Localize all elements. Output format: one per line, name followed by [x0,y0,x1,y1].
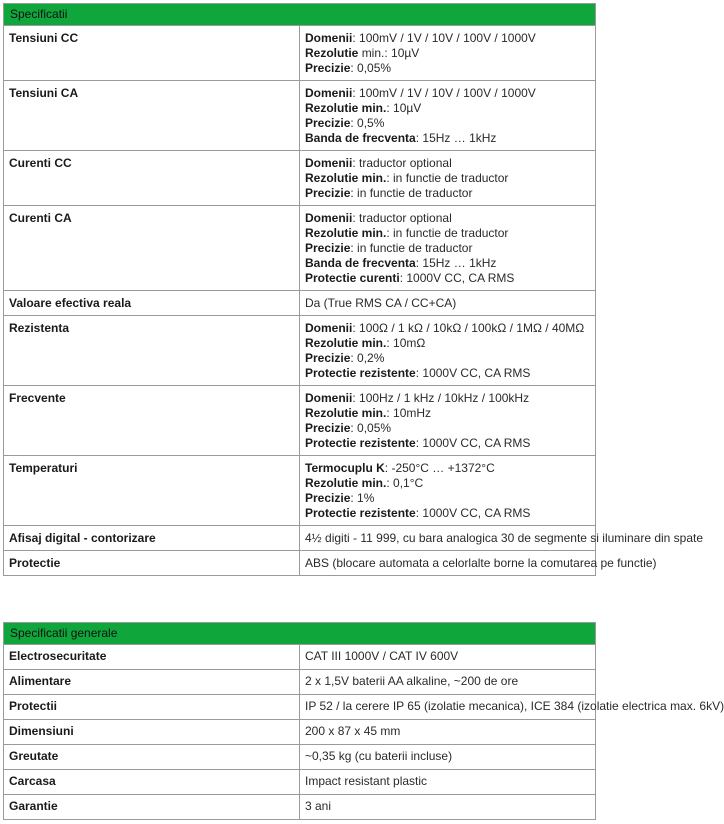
spec-text: 3 ani [305,799,332,813]
spec-separator: : [415,256,423,270]
spec-separator: : [352,321,360,335]
spec-key: Rezolutie min. [305,406,387,420]
spec-text: 0,05% [357,61,392,75]
spec-text: 0,5% [357,116,385,130]
spec-separator: : [352,391,360,405]
spec-key: Rezolutie min. [305,226,387,240]
specifications-title: Specificatii [4,4,596,26]
spec-separator: : [415,436,423,450]
spec-value-line [305,156,589,171]
spec-text: 1% [357,491,375,505]
spec-key: Protectie rezistente [305,506,416,520]
spec-text: 10mΩ [393,336,426,350]
general-specifications-title: Specificatii generale [4,623,596,645]
spec-value-line [305,476,589,491]
spec-label: Valoare efectiva reala [4,291,300,316]
spec-separator: : [350,491,358,505]
spec-value [300,526,704,551]
spec-value [300,386,596,456]
spec-text: 200 x 87 x 45 mm [305,724,401,738]
spec-separator: : [415,506,423,520]
spec-text: 100Hz / 1 kHz / 10kHz / 100kHz [359,391,530,405]
spec-text: 15Hz … 1kHz [422,256,497,270]
spec-text: 1000V CC, CA RMS [422,506,531,520]
spec-label: Garantie [4,795,300,820]
spec-label: Dimensiuni [4,720,300,745]
spec-row [4,526,596,551]
spec-text: 15Hz … 1kHz [422,131,497,145]
general-specifications-table [3,622,724,820]
spec-value-line [305,491,589,506]
spec-key: Precizie [305,241,351,255]
spec-value [300,745,596,770]
spec-label: Carcasa [4,770,300,795]
spec-row [4,151,596,206]
spec-value [300,695,724,720]
spec-value-line [305,31,589,46]
spec-value-line [305,649,589,664]
spec-separator: : [350,421,358,435]
spec-text: 10mHz [393,406,432,420]
spec-value-line [305,321,589,336]
spec-value-line [305,336,589,351]
spec-text: 4½ digiti - 11 999, cu bara analogica 30 de segmente si iluminare din spate [305,531,704,545]
spec-separator: : [386,336,394,350]
spec-key: Banda de frecventa [305,131,416,145]
spec-label: Frecvente [4,386,300,456]
spec-row [4,770,596,795]
spec-value-line [305,699,724,714]
spec-value [300,720,596,745]
spec-value-line [305,749,589,764]
spec-value-line [305,46,589,61]
spec-value [300,645,596,670]
spec-separator: : [386,101,394,115]
spec-text: Impact resistant plastic [305,774,428,788]
spec-label: Greutate [4,745,300,770]
spec-text: ~0,35 kg (cu baterii incluse) [305,749,453,763]
spec-text: 1000V CC, CA RMS [422,436,531,450]
spec-key: Termocuplu K [305,461,385,475]
spec-separator: : [386,171,394,185]
spec-key: Domenii [305,211,353,225]
spec-separator: : [386,406,394,420]
spec-separator: : [415,366,423,380]
spec-key: Precizie [305,61,351,75]
spec-text: in functie de traductor [393,171,509,185]
spec-value [300,770,596,795]
spec-value-line [305,186,589,201]
spec-key: Rezolutie min. [305,101,387,115]
spec-separator: : [352,211,360,225]
spec-row [4,670,596,695]
spec-value-line [305,531,704,546]
spec-value-line [305,421,589,436]
spec-text: traductor optional [359,211,452,225]
spec-value [300,456,596,526]
spec-text: 100Ω / 1 kΩ / 10kΩ / 100kΩ / 1MΩ / 40MΩ [359,321,585,335]
spec-key: Rezolutie min. [305,476,387,490]
spec-value-line [305,391,589,406]
table-header-row [4,4,596,26]
spec-separator: : [350,116,358,130]
spec-text: IP 52 / la cerere IP 65 (izolatie mecanica), ICE 384 (izolatie electrica max. 6kV) [305,699,724,713]
spec-separator: : [386,476,394,490]
spec-value-line [305,674,589,689]
spec-label: Tensiuni CA [4,81,300,151]
spec-text: in functie de traductor [357,186,473,200]
spec-row [4,695,596,720]
spec-text: 1000V CC, CA RMS [406,271,515,285]
spec-value [300,795,596,820]
spec-key: Protectie rezistente [305,436,416,450]
spec-separator: : [386,226,394,240]
spec-label: Protectie [4,551,300,576]
spec-label: Alimentare [4,670,300,695]
spec-key: Domenii [305,156,353,170]
spec-text: min.: 10µV [361,46,420,60]
spec-key: Domenii [305,391,353,405]
spec-value-line [305,724,589,739]
spec-text: -250°C … +1372°C [391,461,495,475]
spec-separator: : [352,156,360,170]
spec-value-line [305,366,589,381]
spec-row [4,26,596,81]
spec-text: in functie de traductor [393,226,509,240]
spec-text: 0,1°C [393,476,424,490]
spec-value-line [305,171,589,186]
spec-text: ABS (blocare automata a celorlalte borne la comutarea pe functie) [305,556,657,570]
spec-key: Rezolutie min. [305,171,387,185]
spec-text: 100mV / 1V / 10V / 100V / 1000V [359,86,536,100]
spec-key: Domenii [305,86,353,100]
spec-value-line [305,116,589,131]
spec-value [300,26,596,81]
spec-value-line [305,436,589,451]
spec-text: in functie de traductor [357,241,473,255]
spec-value-line [305,774,589,789]
spec-value [300,151,596,206]
spec-text: 0,05% [357,421,392,435]
spec-label: Tensiuni CC [4,26,300,81]
spec-key: Domenii [305,31,353,45]
spec-label: Afisaj digital - contorizare [4,526,300,551]
spec-text: 100mV / 1V / 10V / 100V / 1000V [359,31,536,45]
spec-row [4,316,596,386]
spec-value [300,291,596,316]
spec-separator: : [350,186,358,200]
spec-row [4,551,596,576]
spec-value-line [305,61,589,76]
spec-value-line [305,506,589,521]
spec-label: Curenti CA [4,206,300,291]
spec-value-line [305,211,589,226]
spec-separator: : [352,86,360,100]
spec-value-line [305,86,589,101]
spec-value-line [305,556,657,571]
spec-row [4,645,596,670]
spec-row [4,745,596,770]
spec-value-line [305,351,589,366]
spec-key: Protectie rezistente [305,366,416,380]
spec-text: Da (True RMS CA / CC+CA) [305,296,457,310]
spec-row [4,720,596,745]
spec-row [4,206,596,291]
spec-separator: : [415,131,423,145]
spec-value-line [305,241,589,256]
spec-text: 0,2% [357,351,385,365]
spec-value-line [305,131,589,146]
spec-key: Domenii [305,321,353,335]
spec-value-line [305,101,589,116]
spec-key: Banda de frecventa [305,256,416,270]
spec-label: Protectii [4,695,300,720]
spec-text: 10µV [393,101,422,115]
spec-key: Precizie [305,421,351,435]
spec-value-line [305,256,589,271]
spec-value [300,206,596,291]
spec-value [300,81,596,151]
table-header-row [4,623,596,645]
spec-label: Electrosecuritate [4,645,300,670]
spec-row [4,81,596,151]
spec-value [300,551,657,576]
spec-separator: : [352,31,360,45]
spec-separator: : [350,241,358,255]
spec-value [300,316,596,386]
spec-separator: : [384,461,392,475]
spec-text: CAT III 1000V / CAT IV 600V [305,649,459,663]
spec-label: Rezistenta [4,316,300,386]
spec-key: Precizie [305,116,351,130]
spec-value-line [305,271,589,286]
spec-label: Temperaturi [4,456,300,526]
spec-value-line [305,226,589,241]
spec-key: Rezolutie [305,46,359,60]
spec-row [4,456,596,526]
spec-text: 2 x 1,5V baterii AA alkaline, ~200 de ore [305,674,519,688]
spec-separator: : [350,351,358,365]
spec-text: traductor optional [359,156,452,170]
spec-value-line [305,406,589,421]
spec-row [4,386,596,456]
spec-key: Protectie curenti [305,271,400,285]
spec-value-line [305,799,589,814]
spec-key: Precizie [305,491,351,505]
spec-separator: : [350,61,358,75]
spec-value-line [305,296,589,311]
spec-key: Precizie [305,186,351,200]
specifications-table [3,3,704,576]
spec-value [300,670,596,695]
spec-key: Precizie [305,351,351,365]
spec-row [4,291,596,316]
spec-key: Rezolutie min. [305,336,387,350]
spec-row [4,795,596,820]
spec-text: 1000V CC, CA RMS [422,366,531,380]
spec-label: Curenti CC [4,151,300,206]
spec-value-line [305,461,589,476]
spec-separator: : [399,271,407,285]
